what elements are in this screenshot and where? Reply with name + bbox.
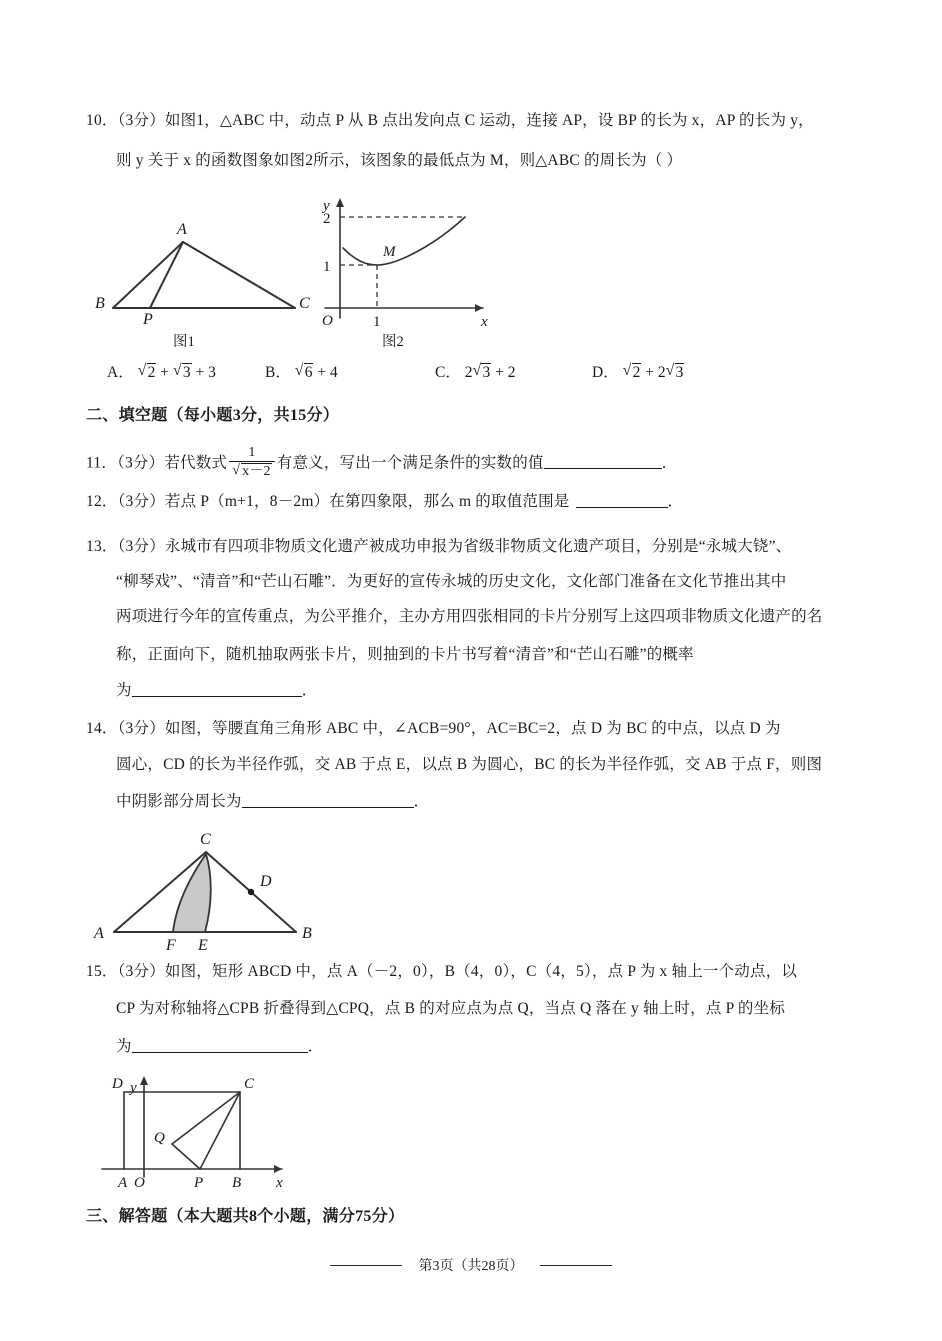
section-3-heading: 三、解答题（本大题共8个小题，满分75分） [86, 1208, 405, 1225]
figure-15-label-x: x [276, 1175, 283, 1191]
page-label: 第3页（共28页） [418, 1259, 524, 1274]
question-15-line-1: 15．（3分）如图，矩形 ABCD 中，点 A（－2，0），B（4，0），C（4，5），点 P 为 x 轴上一个动点，以 [86, 963, 798, 980]
question-12-text: 12．（3分）若点 P（m+1，8－2m）在第四象限，那么 m 的取值范围是 [86, 493, 570, 510]
figure-2-label-y: y [323, 198, 330, 214]
question-10-line-2: 则 y 关于 x 的函数图象如图2所示，该图象的最低点为 M，则△ABC 的周长为（ ） [116, 152, 683, 169]
footer-rule-right [540, 1265, 612, 1266]
option-b[interactable] [265, 360, 338, 382]
option-b-key: B． [265, 364, 291, 381]
question-15-tail: ． [307, 1038, 324, 1055]
option-a[interactable] [107, 360, 216, 382]
figure-1-label-a: A [177, 221, 187, 238]
section-2-heading: 二、填空题（每小题3分，共15分） [86, 407, 340, 424]
question-14-answer-blank[interactable] [242, 807, 414, 808]
question-14-line-2: 圆心，CD 的长为半径作弧，交 AB 于点 E，以点 B 为圆心，BC 的长为半径作弧，交 AB 于点 F，则图 [116, 756, 823, 773]
footer-rule-left [330, 1265, 402, 1266]
question-11 [86, 447, 677, 481]
figure-2-label-o: O [322, 313, 333, 329]
question-11-prefix: 11．（3分）若代数式 [86, 454, 228, 472]
question-12-tail: ． [667, 493, 684, 510]
question-11-answer-blank[interactable] [544, 468, 662, 469]
option-d-radical-3: √ 3 [666, 363, 685, 382]
question-13-line-5 [116, 682, 317, 700]
option-d[interactable] [592, 360, 684, 382]
option-c[interactable] [435, 360, 515, 382]
figure-14-label-c: C [200, 831, 211, 848]
figure-2-tick-y1: 1 [323, 259, 331, 275]
question-13-line-1: 13．（3分）永城市有四项非物质文化遗产被成功申报为省级非物质文化遗产项目，分别是“永城大铙”、 [86, 538, 792, 555]
question-15-line-3 [116, 1038, 323, 1056]
option-b-radical-6: √ 6 [295, 363, 314, 382]
option-a-plus-3: + 3 [195, 364, 216, 381]
figure-15-label-d: D [112, 1076, 123, 1092]
figure-14-label-b: B [302, 925, 312, 942]
figure-1-label-p: P [143, 311, 153, 328]
figure-14-label-e: E [198, 937, 208, 954]
figure-15-label-o: O [134, 1175, 145, 1191]
question-15-answer-blank[interactable] [132, 1052, 308, 1053]
question-10-figure-1 [95, 210, 310, 328]
option-c-plus-2: + 2 [495, 364, 516, 381]
figure-15-label-p: P [194, 1175, 204, 1191]
question-14-line-3-prefix: 中阴影部分周长为 [116, 793, 242, 810]
figure-2-label-x: x [481, 314, 488, 330]
figure-14-label-a: A [94, 925, 104, 942]
question-13-tail: ． [301, 682, 318, 699]
question-11-denominator: √ x－2 [229, 461, 275, 480]
figure-2-label-m: M [383, 244, 396, 260]
question-14-line-1: 14．（3分）如图，等腰直角三角形 ABC 中，∠ACB=90°，AC=BC=2，点 D 为 BC 的中点，以点 D 为 [86, 720, 781, 737]
figure-15-label-b: B [232, 1175, 242, 1191]
figure-2-caption: 图2 [382, 334, 404, 350]
option-d-plus: + 2 [645, 364, 666, 381]
figure-14-point-d [248, 889, 254, 895]
question-15-line-2: CP 为对称轴将△CPB 折叠得到△CPQ，点 B 的对应点为点 Q，当点 Q 落在 y 轴上时，点 P 的坐标 [116, 1000, 786, 1017]
figure-15-label-y: y [130, 1080, 137, 1096]
question-14-tail: ． [413, 793, 430, 810]
option-d-radical-2: √ 2 [623, 363, 642, 382]
figure-2-tick-x1: 1 [373, 314, 381, 330]
option-a-radical-2: √ 2 [138, 363, 157, 382]
question-11-numerator: 1 [248, 445, 256, 460]
figure-1-label-b: B [95, 295, 105, 312]
option-b-plus-4: + 4 [317, 364, 338, 381]
figure-1-caption: 图1 [173, 334, 195, 350]
question-11-fraction [229, 446, 275, 480]
option-a-plus-1: + [160, 364, 173, 381]
option-c-radical-3: √ 3 [472, 363, 491, 382]
question-13-line-2: “柳琴戏”、“清音”和“芒山石雕”．为更好的宣传永城的历史文化，文化部门准备在文化节推出其中 [116, 573, 787, 590]
question-15-line-3-prefix: 为 [116, 1038, 132, 1055]
question-10-line-1: 10．（3分）如图1，△ABC 中，动点 P 从 B 点出发向点 C 运动，连接 AP，设 BP 的长为 x，AP 的长为 y， [86, 112, 814, 129]
question-12 [86, 493, 683, 511]
question-13-answer-blank[interactable] [132, 696, 302, 697]
question-13-line-5-prefix: 为 [116, 682, 132, 699]
option-d-key: D． [592, 364, 619, 381]
question-11-suffix: 有意义，写出一个满足条件的实数的值 [276, 454, 544, 472]
question-13-line-4: 称，正面向下，随机抽取两张卡片，则抽到的卡片书写着“清音”和“芒山石雕”的概率 [116, 646, 694, 663]
option-a-radical-3: √ 3 [173, 363, 192, 382]
question-14-figure [88, 828, 343, 953]
figure-1-label-c: C [299, 295, 310, 312]
figure-15-label-a: A [118, 1175, 128, 1191]
figure-14-label-d: D [260, 873, 272, 890]
figure-15-label-q: Q [154, 1130, 165, 1146]
figure-14-label-f: F [166, 937, 176, 954]
figure-2-tick-y2: 2 [323, 211, 331, 227]
option-c-coef: 2 [464, 364, 473, 381]
question-12-answer-blank[interactable] [576, 507, 668, 508]
page-footer [0, 1255, 942, 1275]
question-10-figure-2 [305, 190, 500, 330]
question-11-tail: ． [661, 454, 678, 472]
figure-15-label-c: C [244, 1076, 255, 1092]
option-a-key: A． [107, 364, 134, 381]
question-14-line-3 [116, 793, 429, 811]
option-c-key: C． [435, 364, 461, 381]
question-15-figure [92, 1072, 317, 1197]
question-13-line-3: 两项进行今年的宣传重点，为公平推介，主办方用四张相同的卡片分别写上这四项非物质文化遗产的名 [116, 608, 823, 625]
